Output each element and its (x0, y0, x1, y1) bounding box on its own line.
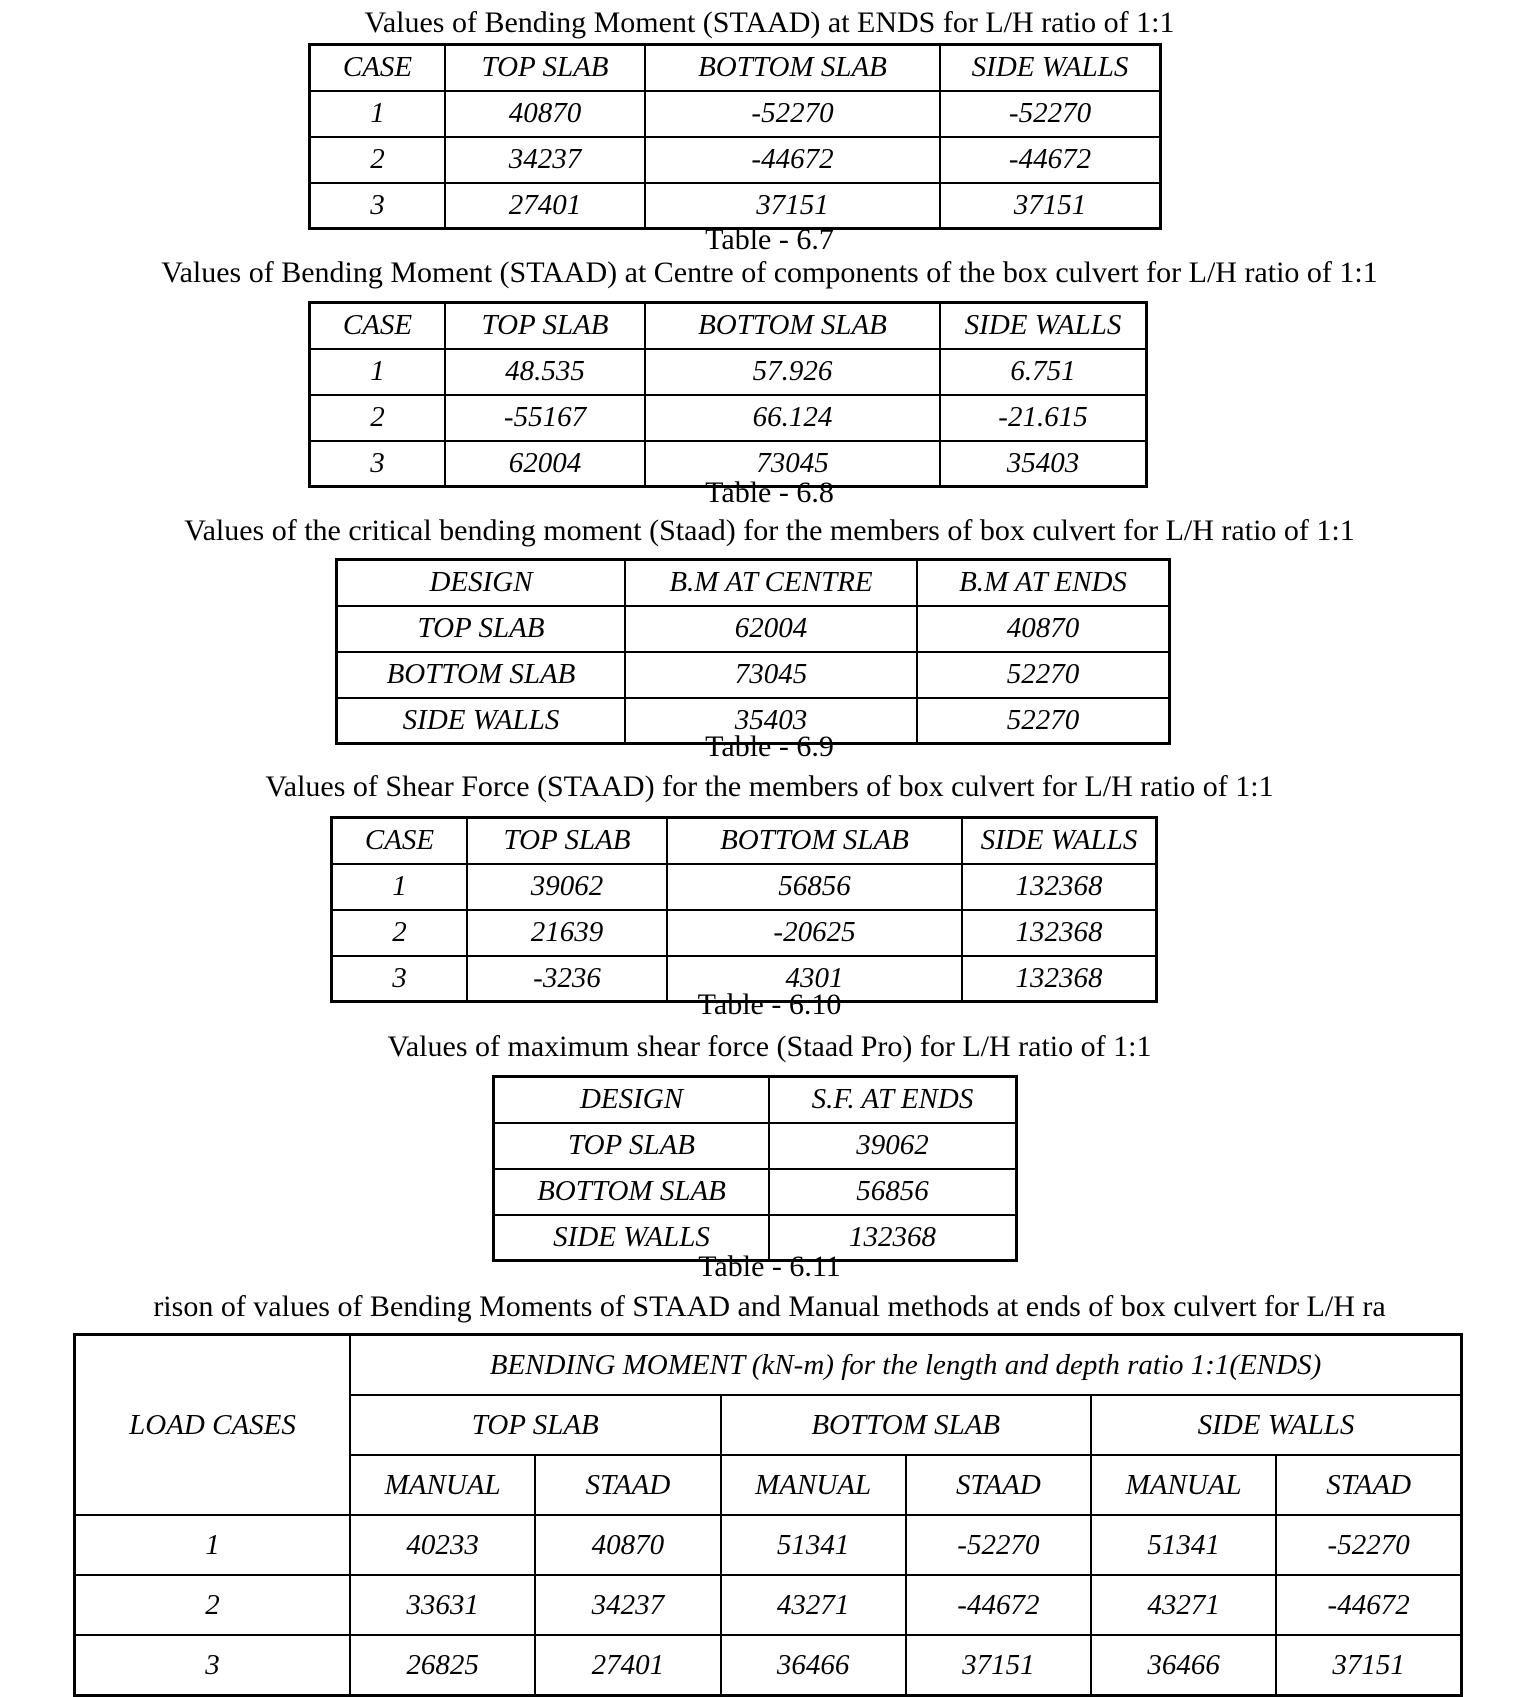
col-header-top-slab: TOP SLAB (445, 45, 645, 91)
cell-side-walls: -21.615 (940, 395, 1147, 441)
col-header-bottom-slab: BOTTOM SLAB (667, 818, 962, 864)
max-shear-force-table (492, 1075, 1018, 1262)
group-header-bottom-slab: BOTTOM SLAB (721, 1395, 1092, 1455)
table-header-row-top (75, 1335, 1462, 1396)
cell-top-manual: 40233 (350, 1515, 535, 1575)
table-row (337, 606, 1170, 652)
cell-case: 2 (310, 137, 446, 183)
label-table-6-7 (0, 223, 1539, 257)
cell-design: TOP SLAB (337, 606, 626, 652)
table-label-text: Table - 6.8 (705, 476, 834, 509)
cell-bm-ends: 40870 (917, 606, 1170, 652)
cell-design: TOP SLAB (494, 1123, 770, 1169)
col-header-bm-ends: B.M AT ENDS (917, 560, 1170, 606)
cell-side-manual: 36466 (1091, 1635, 1276, 1696)
cell-bottom-slab: 4301 (667, 956, 962, 1002)
col-header-design: DESIGN (337, 560, 626, 606)
col-header-bottom-slab: BOTTOM SLAB (645, 303, 940, 349)
critical-bending-moment-table (335, 558, 1171, 745)
cell-design: SIDE WALLS (494, 1215, 770, 1261)
col-header-case: CASE (310, 45, 446, 91)
table-row (494, 1123, 1017, 1169)
col-header-top-slab: TOP SLAB (445, 303, 645, 349)
table-row (337, 652, 1170, 698)
table-header-row (337, 560, 1170, 606)
sub-header-top-manual: MANUAL (350, 1455, 535, 1515)
caption-text: rison of values of Bending Moments of STAAD and Manual methods at ends of box culvert for L/H ra (153, 1290, 1386, 1323)
cell-side-staad: -44672 (1276, 1575, 1461, 1635)
table-6-7 (308, 43, 1162, 230)
cell-top-staad: 34237 (535, 1575, 720, 1635)
table-row (310, 395, 1147, 441)
cell-side-walls: 132368 (962, 910, 1157, 956)
cell-top-slab: -3236 (467, 956, 667, 1002)
label-table-6-9 (0, 730, 1539, 764)
cell-top-slab: 40870 (445, 91, 645, 137)
table-label-text: Table - 6.7 (705, 223, 834, 256)
caption-table-6-11 (0, 1030, 1539, 1064)
col-header-bottom-slab: BOTTOM SLAB (645, 45, 940, 91)
col-header-case: CASE (310, 303, 446, 349)
cell-top-manual: 33631 (350, 1575, 535, 1635)
caption-table-6-8 (0, 256, 1539, 290)
cell-load-case: 2 (75, 1575, 351, 1635)
cell-bottom-slab: 73045 (645, 441, 940, 487)
cell-side-manual: 51341 (1091, 1515, 1276, 1575)
caption-table-6-7 (0, 6, 1539, 40)
table-row (75, 1635, 1462, 1696)
cell-bottom-slab: 57.926 (645, 349, 940, 395)
cell-side-staad: -52270 (1276, 1515, 1461, 1575)
cell-top-slab: 21639 (467, 910, 667, 956)
cell-bottom-staad: 37151 (906, 1635, 1091, 1696)
cell-side-walls: 132368 (962, 864, 1157, 910)
col-header-load-cases: LOAD CASES (75, 1335, 351, 1516)
cell-case: 2 (310, 395, 446, 441)
table-header-row (494, 1077, 1017, 1123)
cell-bm-ends: 52270 (917, 698, 1170, 744)
col-header-bm-centre: B.M AT CENTRE (625, 560, 917, 606)
caption-text: Values of Shear Force (STAAD) for the members of box culvert for L/H ratio of 1:1 (265, 770, 1274, 803)
cell-sf-ends: 39062 (769, 1123, 1017, 1169)
bending-moment-ends-table (308, 43, 1162, 230)
cell-bottom-staad: -52270 (906, 1515, 1091, 1575)
sub-header-side-staad: STAAD (1276, 1455, 1461, 1515)
table-header-row (332, 818, 1157, 864)
table-row (75, 1575, 1462, 1635)
cell-top-slab: 48.535 (445, 349, 645, 395)
table-header-row (310, 45, 1161, 91)
cell-load-case: 1 (75, 1515, 351, 1575)
col-header-sf-ends: S.F. AT ENDS (769, 1077, 1017, 1123)
table-row (75, 1515, 1462, 1575)
col-header-top-slab: TOP SLAB (467, 818, 667, 864)
shear-force-table (330, 816, 1158, 1003)
cell-top-slab: 34237 (445, 137, 645, 183)
cell-side-staad: 37151 (1276, 1635, 1461, 1696)
staad-vs-manual-comparison-table (73, 1333, 1463, 1697)
cell-bottom-slab: 56856 (667, 864, 962, 910)
table-6-11 (492, 1075, 1018, 1262)
caption-text: Values of Bending Moment (STAAD) at Centre of components of the box culvert for L/H ratio of 1:1 (161, 256, 1378, 289)
cell-side-walls: 132368 (962, 956, 1157, 1002)
col-header-side-walls: SIDE WALLS (940, 303, 1147, 349)
cell-bottom-slab: -20625 (667, 910, 962, 956)
cell-top-staad: 27401 (535, 1635, 720, 1696)
cell-bm-centre: 73045 (625, 652, 917, 698)
caption-table-6-9 (0, 514, 1539, 548)
label-table-6-10 (0, 988, 1539, 1022)
cell-top-staad: 40870 (535, 1515, 720, 1575)
cell-sf-ends: 56856 (769, 1169, 1017, 1215)
sub-header-bottom-staad: STAAD (906, 1455, 1091, 1515)
cell-bottom-slab: 37151 (645, 183, 940, 229)
table-row (310, 183, 1161, 229)
table-label-text: Table - 6.11 (698, 1250, 841, 1283)
cell-case: 1 (310, 349, 446, 395)
cell-case: 1 (310, 91, 446, 137)
table-label-text: Table - 6.9 (705, 730, 834, 763)
table-6-10 (330, 816, 1158, 1003)
table-row (494, 1169, 1017, 1215)
cell-bm-centre: 62004 (625, 606, 917, 652)
table-row (310, 91, 1161, 137)
cell-side-walls: 35403 (940, 441, 1147, 487)
cell-load-case: 3 (75, 1635, 351, 1696)
group-header-top-slab: TOP SLAB (350, 1395, 721, 1455)
sub-header-side-manual: MANUAL (1091, 1455, 1276, 1515)
cell-top-slab: 27401 (445, 183, 645, 229)
cell-top-slab: -55167 (445, 395, 645, 441)
cell-side-walls: -52270 (940, 91, 1161, 137)
label-table-6-8 (0, 476, 1539, 510)
cell-top-manual: 26825 (350, 1635, 535, 1696)
cell-case: 2 (332, 910, 468, 956)
label-table-6-11 (0, 1250, 1539, 1284)
cell-bottom-manual: 43271 (721, 1575, 906, 1635)
col-header-bending-moment-span: BENDING MOMENT (kN-m) for the length and depth ratio 1:1(ENDS) (350, 1335, 1462, 1396)
cell-case: 1 (332, 864, 468, 910)
caption-text: Values of Bending Moment (STAAD) at ENDS for L/H ratio of 1:1 (364, 6, 1175, 39)
cell-bottom-manual: 36466 (721, 1635, 906, 1696)
cell-design: SIDE WALLS (337, 698, 626, 744)
cell-design: BOTTOM SLAB (337, 652, 626, 698)
cell-top-slab: 62004 (445, 441, 645, 487)
table-row (332, 864, 1157, 910)
table-row (332, 910, 1157, 956)
cell-side-walls: 6.751 (940, 349, 1147, 395)
table-6-8 (308, 301, 1148, 488)
cell-bottom-slab: -52270 (645, 91, 940, 137)
group-header-side-walls: SIDE WALLS (1091, 1395, 1462, 1455)
cell-side-walls: -44672 (940, 137, 1161, 183)
table-row (310, 137, 1161, 183)
cell-bm-ends: 52270 (917, 652, 1170, 698)
caption-text: Values of maximum shear force (Staad Pro) for L/H ratio of 1:1 (387, 1030, 1152, 1063)
caption-comparison-table (0, 1290, 1539, 1324)
cell-side-manual: 43271 (1091, 1575, 1276, 1635)
comparison-table (73, 1333, 1463, 1697)
table-header-row (310, 303, 1147, 349)
caption-table-6-10 (0, 770, 1539, 804)
table-row (310, 349, 1147, 395)
cell-sf-ends: 132368 (769, 1215, 1017, 1261)
table-6-9 (335, 558, 1171, 745)
col-header-side-walls: SIDE WALLS (962, 818, 1157, 864)
cell-bottom-slab: 66.124 (645, 395, 940, 441)
cell-case: 3 (310, 183, 446, 229)
cell-bottom-staad: -44672 (906, 1575, 1091, 1635)
cell-bottom-manual: 51341 (721, 1515, 906, 1575)
cell-top-slab: 39062 (467, 864, 667, 910)
cell-bm-centre: 35403 (625, 698, 917, 744)
sub-header-top-staad: STAAD (535, 1455, 720, 1515)
col-header-case: CASE (332, 818, 468, 864)
cell-side-walls: 37151 (940, 183, 1161, 229)
cell-case: 3 (310, 441, 446, 487)
col-header-side-walls: SIDE WALLS (940, 45, 1161, 91)
cell-case: 3 (332, 956, 468, 1002)
sub-header-bottom-manual: MANUAL (721, 1455, 906, 1515)
caption-text: Values of the critical bending moment (Staad) for the members of box culvert for L/H ratio of 1:1 (184, 514, 1355, 547)
table-label-text: Table - 6.10 (697, 988, 842, 1021)
col-header-design: DESIGN (494, 1077, 770, 1123)
cell-bottom-slab: -44672 (645, 137, 940, 183)
cell-design: BOTTOM SLAB (494, 1169, 770, 1215)
bending-moment-centre-table (308, 301, 1148, 488)
